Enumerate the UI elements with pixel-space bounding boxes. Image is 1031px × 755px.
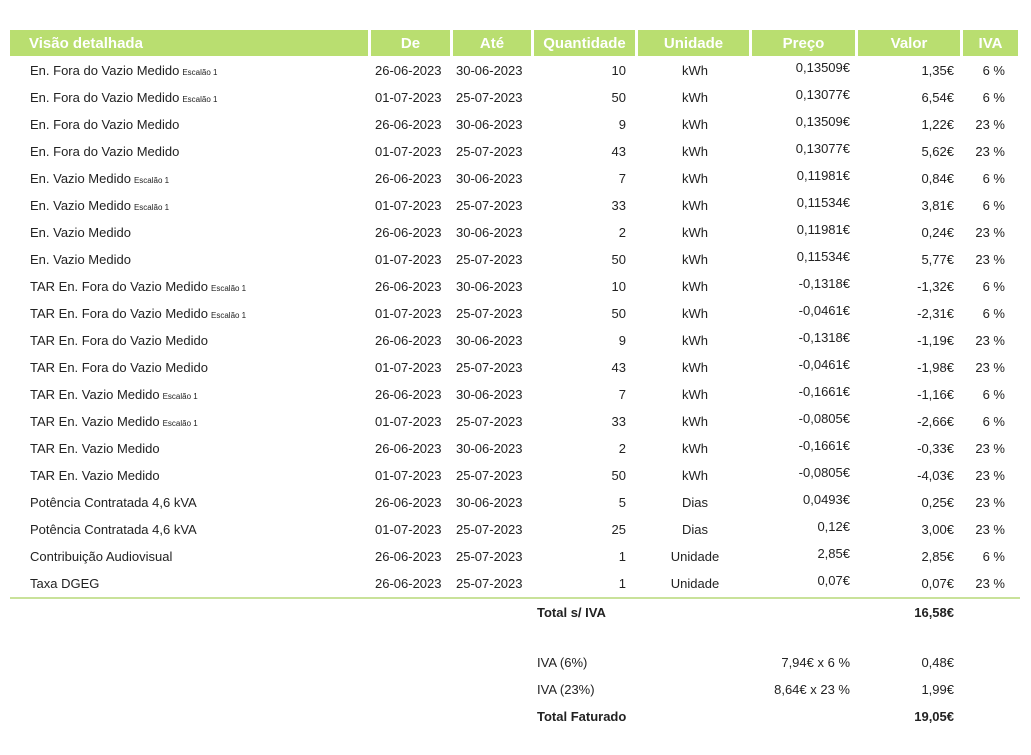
row-description-text: TAR En. Vazio Medido	[30, 468, 160, 483]
row-price: -0,0461€	[798, 357, 850, 372]
total-faturado-label: Total Faturado	[537, 709, 627, 724]
row-quantity: 2	[618, 225, 626, 240]
row-price: 0,13509€	[795, 114, 850, 129]
row-price: 0,13077€	[795, 87, 850, 102]
row-description	[30, 408, 198, 437]
row-quantity: 43	[611, 144, 626, 159]
row-quantity: 43	[611, 360, 626, 375]
row-description-text: TAR En. Fora do Vazio Medido	[30, 360, 208, 375]
row-description-text: En. Fora do Vazio Medido	[30, 63, 180, 78]
row-value: 6,54€	[921, 90, 954, 105]
row-unit: Unidade	[670, 549, 720, 564]
row-value: 3,81€	[921, 198, 954, 213]
row-unit: kWh	[682, 171, 708, 186]
row-unit: kWh	[682, 387, 708, 402]
row-description-text: TAR En. Fora do Vazio Medido	[30, 333, 208, 348]
row-unit: Dias	[681, 495, 708, 510]
row-description	[30, 489, 197, 516]
table-row	[0, 381, 1031, 408]
row-description	[30, 138, 179, 165]
row-description-text: TAR En. Vazio Medido	[30, 387, 160, 402]
row-description-text: TAR En. Fora do Vazio Medido	[30, 279, 208, 294]
row-unit: kWh	[682, 225, 708, 240]
row-escalao: Escalão 1	[182, 95, 218, 104]
row-iva: 23 %	[975, 495, 1005, 510]
row-escalao: Escalão 1	[133, 176, 170, 185]
row-price: 0,0493€	[803, 492, 850, 507]
row-value: -1,98€	[917, 360, 954, 375]
row-price: -0,1661€	[798, 384, 850, 399]
total-sem-iva-value: 16,58€	[914, 605, 954, 620]
row-description	[30, 327, 208, 354]
row-description-text: Potência Contratada 4,6 kVA	[30, 522, 197, 537]
row-description	[30, 219, 131, 246]
row-price: 0,07€	[817, 573, 850, 588]
row-date-from: 01-07-2023	[375, 90, 442, 105]
table-row	[0, 138, 1031, 165]
row-price: 2,85€	[817, 546, 850, 561]
row-description-text: Potência Contratada 4,6 kVA	[30, 495, 197, 510]
row-price: 0,11981€	[796, 168, 850, 183]
row-quantity: 50	[611, 468, 626, 483]
row-unit: Dias	[681, 522, 708, 537]
row-iva: 6 %	[982, 90, 1005, 105]
row-value: -2,31€	[917, 306, 954, 321]
row-value: -4,03€	[917, 468, 954, 483]
row-description	[30, 462, 160, 489]
row-unit: kWh	[682, 468, 708, 483]
row-date-to: 30-06-2023	[456, 63, 523, 78]
row-iva: 23 %	[975, 360, 1005, 375]
table-row	[0, 354, 1031, 381]
row-iva: 23 %	[975, 468, 1005, 483]
row-price: -0,0805€	[798, 465, 850, 480]
row-iva: 6 %	[982, 198, 1005, 213]
row-description	[30, 300, 246, 329]
row-unit: kWh	[682, 117, 708, 132]
row-value: -1,32€	[917, 279, 954, 294]
header-valor: Valor	[858, 30, 960, 56]
table-row	[0, 300, 1031, 327]
row-description-text: En. Fora do Vazio Medido	[30, 117, 180, 132]
iva23-base: 8,64€ x 23 %	[774, 682, 850, 697]
row-escalao: Escalão 1	[211, 284, 247, 293]
row-description-text: En. Vazio Medido	[30, 252, 131, 267]
row-unit: kWh	[682, 144, 708, 159]
row-iva: 23 %	[975, 576, 1005, 591]
row-price: 0,12€	[817, 519, 850, 534]
row-date-from: 01-07-2023	[375, 360, 442, 375]
row-description-text: En. Vazio Medido	[30, 225, 131, 240]
row-unit: kWh	[682, 279, 708, 294]
row-value: 0,84€	[921, 171, 954, 186]
row-iva: 23 %	[975, 333, 1005, 348]
row-quantity: 5	[618, 495, 626, 510]
row-escalao: Escalão 1	[162, 392, 198, 401]
table-row	[0, 327, 1031, 354]
iva23-label: IVA (23%)	[537, 682, 595, 697]
table-row	[0, 192, 1031, 219]
row-date-from: 01-07-2023	[375, 414, 442, 429]
row-iva: 23 %	[975, 117, 1005, 132]
row-price: -0,0461€	[798, 303, 850, 318]
header-description: Visão detalhada	[10, 30, 368, 56]
row-date-to: 25-07-2023	[456, 90, 523, 105]
row-iva: 6 %	[982, 306, 1005, 321]
row-quantity: 10	[611, 279, 626, 294]
total-sem-iva-label: Total s/ IVA	[537, 605, 606, 620]
table-row	[0, 111, 1031, 138]
row-date-from: 01-07-2023	[375, 522, 442, 537]
row-description-text: TAR En. Vazio Medido	[30, 441, 160, 456]
row-escalao: Escalão 1	[211, 311, 247, 320]
row-quantity: 1	[618, 576, 626, 591]
row-date-to: 30-06-2023	[456, 495, 523, 510]
row-description-text: Contribuição Audiovisual	[30, 549, 173, 564]
table-row	[0, 408, 1031, 435]
row-description	[30, 192, 169, 221]
row-iva: 23 %	[975, 522, 1005, 537]
row-value: 1,22€	[921, 117, 954, 132]
row-date-to: 30-06-2023	[456, 279, 523, 294]
row-date-to: 25-07-2023	[456, 414, 523, 429]
row-quantity: 50	[611, 306, 626, 321]
row-value: 2,85€	[921, 549, 954, 564]
row-price: 0,11534€	[796, 249, 850, 264]
row-date-from: 26-06-2023	[375, 576, 442, 591]
total-faturado-value: 19,05€	[914, 709, 954, 724]
row-value: -2,66€	[917, 414, 954, 429]
row-description	[30, 57, 217, 86]
header-de: De	[371, 30, 450, 56]
iva6-label: IVA (6%)	[537, 655, 588, 670]
row-value: -0,33€	[917, 441, 954, 456]
header-preco: Preço	[752, 30, 855, 56]
row-date-from: 26-06-2023	[375, 225, 442, 240]
row-value: 0,24€	[921, 225, 954, 240]
row-iva: 23 %	[975, 144, 1005, 159]
row-description	[30, 246, 131, 273]
table-row	[0, 462, 1031, 489]
row-iva: 23 %	[975, 441, 1005, 456]
row-date-to: 30-06-2023	[456, 171, 523, 186]
row-date-to: 30-06-2023	[456, 225, 523, 240]
row-value: 5,62€	[921, 144, 954, 159]
row-date-to: 25-07-2023	[456, 252, 523, 267]
row-price: -0,0805€	[798, 411, 850, 426]
row-date-from: 26-06-2023	[375, 441, 442, 456]
row-description	[30, 570, 99, 597]
row-date-to: 25-07-2023	[456, 144, 523, 159]
row-quantity: 2	[618, 441, 626, 456]
row-quantity: 25	[611, 522, 626, 537]
row-escalao: Escalão 1	[162, 419, 198, 428]
row-date-from: 26-06-2023	[375, 333, 442, 348]
row-date-from: 01-07-2023	[375, 198, 442, 213]
row-unit: kWh	[682, 333, 708, 348]
row-unit: Unidade	[670, 576, 720, 591]
row-value: 0,25€	[921, 495, 954, 510]
row-date-from: 26-06-2023	[375, 279, 442, 294]
row-price: 0,11981€	[796, 222, 850, 237]
row-description-text: Taxa DGEG	[30, 576, 100, 591]
row-price: 0,13077€	[795, 141, 850, 156]
row-iva: 6 %	[982, 279, 1005, 294]
row-quantity: 9	[618, 333, 626, 348]
row-date-from: 01-07-2023	[375, 252, 442, 267]
row-price: -0,1661€	[798, 438, 850, 453]
row-unit: kWh	[682, 63, 708, 78]
table-row	[0, 246, 1031, 273]
row-quantity: 7	[618, 171, 626, 186]
row-price: -0,1318€	[798, 276, 850, 291]
header-ate: Até	[453, 30, 531, 56]
row-date-from: 26-06-2023	[375, 495, 442, 510]
row-quantity: 50	[611, 90, 626, 105]
row-description	[30, 354, 208, 381]
row-value: 1,35€	[921, 63, 954, 78]
row-price: 0,13509€	[795, 60, 850, 75]
row-iva: 6 %	[982, 171, 1005, 186]
row-date-to: 30-06-2023	[456, 117, 523, 132]
row-date-from: 26-06-2023	[375, 549, 442, 564]
header-quantidade: Quantidade	[534, 30, 635, 56]
row-description	[30, 516, 197, 543]
row-description-text: En. Vazio Medido	[30, 171, 131, 186]
row-date-to: 30-06-2023	[456, 441, 523, 456]
row-unit: kWh	[682, 306, 708, 321]
header-iva: IVA	[963, 30, 1018, 56]
row-date-to: 30-06-2023	[456, 333, 523, 348]
table-row	[0, 219, 1031, 246]
row-escalao: Escalão 1	[133, 203, 170, 212]
table-row	[0, 489, 1031, 516]
row-unit: kWh	[682, 441, 708, 456]
row-description-text: En. Fora do Vazio Medido	[30, 144, 180, 159]
row-unit: kWh	[682, 360, 708, 375]
row-description	[30, 111, 179, 138]
row-unit: kWh	[682, 252, 708, 267]
row-date-from: 01-07-2023	[375, 144, 442, 159]
row-date-to: 25-07-2023	[456, 522, 523, 537]
row-date-to: 25-07-2023	[456, 468, 523, 483]
row-date-from: 01-07-2023	[375, 468, 442, 483]
row-iva: 6 %	[982, 549, 1005, 564]
row-price: 0,11534€	[796, 195, 850, 210]
row-description-text: TAR En. Vazio Medido	[30, 414, 160, 429]
row-date-to: 25-07-2023	[456, 306, 523, 321]
table-row	[0, 435, 1031, 462]
row-date-from: 26-06-2023	[375, 171, 442, 186]
row-quantity: 33	[611, 414, 626, 429]
row-price: -0,1318€	[798, 330, 850, 345]
row-date-to: 25-07-2023	[456, 360, 523, 375]
row-description	[30, 84, 217, 113]
row-date-from: 26-06-2023	[375, 117, 442, 132]
row-iva: 6 %	[982, 63, 1005, 78]
iva6-base: 7,94€ x 6 %	[781, 655, 850, 670]
table-row	[0, 84, 1031, 111]
row-quantity: 50	[611, 252, 626, 267]
row-value: -1,16€	[917, 387, 954, 402]
row-quantity: 1	[618, 549, 626, 564]
row-date-from: 26-06-2023	[375, 63, 442, 78]
row-date-to: 30-06-2023	[456, 387, 523, 402]
row-description-text: En. Vazio Medido	[30, 198, 131, 213]
row-value: 5,77€	[921, 252, 954, 267]
row-iva: 6 %	[982, 414, 1005, 429]
row-quantity: 7	[618, 387, 626, 402]
row-value: 3,00€	[921, 522, 954, 537]
row-quantity: 9	[618, 117, 626, 132]
row-date-to: 25-07-2023	[456, 576, 523, 591]
table-row	[0, 543, 1031, 570]
row-date-to: 25-07-2023	[456, 549, 523, 564]
row-description-text: TAR En. Fora do Vazio Medido	[30, 306, 208, 321]
table-row	[0, 165, 1031, 192]
row-date-from: 01-07-2023	[375, 306, 442, 321]
row-value: 0,07€	[921, 576, 954, 591]
row-description	[30, 381, 198, 410]
table-divider	[10, 597, 1020, 599]
table-row	[0, 57, 1031, 84]
table-row	[0, 273, 1031, 300]
row-value: -1,19€	[917, 333, 954, 348]
row-iva: 23 %	[975, 252, 1005, 267]
table-row	[0, 570, 1031, 597]
row-description	[30, 435, 160, 462]
row-iva: 23 %	[975, 225, 1005, 240]
row-iva: 6 %	[982, 387, 1005, 402]
row-description	[30, 543, 172, 570]
row-unit: kWh	[682, 198, 708, 213]
row-escalao: Escalão 1	[182, 68, 218, 77]
row-unit: kWh	[682, 90, 708, 105]
row-description-text: En. Fora do Vazio Medido	[30, 90, 180, 105]
row-description	[30, 165, 169, 194]
row-unit: kWh	[682, 414, 708, 429]
row-date-from: 26-06-2023	[375, 387, 442, 402]
iva6-value: 0,48€	[921, 655, 954, 670]
row-description	[30, 273, 246, 302]
row-quantity: 33	[611, 198, 626, 213]
iva23-value: 1,99€	[921, 682, 954, 697]
row-quantity: 10	[611, 63, 626, 78]
row-date-to: 25-07-2023	[456, 198, 523, 213]
header-unidade: Unidade	[638, 30, 749, 56]
table-row	[0, 516, 1031, 543]
